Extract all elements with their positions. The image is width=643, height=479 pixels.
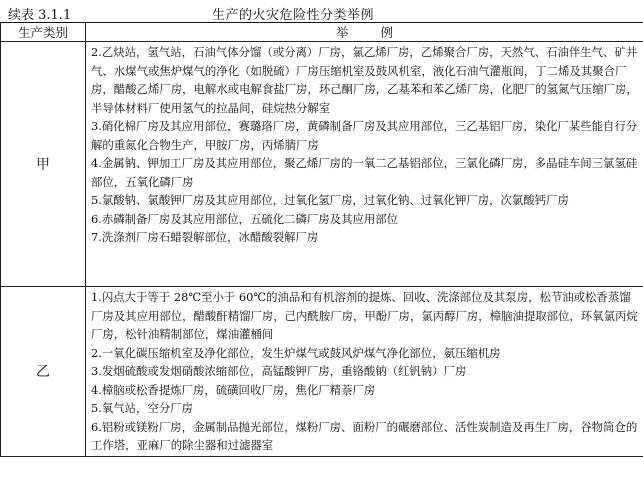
table-row xyxy=(1,42,643,287)
table-row xyxy=(1,287,643,457)
list-item: 5.氧气站，空分厂房 xyxy=(91,401,193,415)
table-title: 生产的火灾危险性分类举例 xyxy=(212,8,375,23)
header-examples: 举 例 xyxy=(86,23,643,42)
examples-cell xyxy=(86,287,643,457)
header-row xyxy=(1,23,643,42)
category-cell: 甲 xyxy=(1,42,86,287)
examples-cell xyxy=(86,42,643,287)
list-item: 3.硝化棉厂房及其应用部位，赛璐珞厂房，黄磷制备厂房及其应用部位，三乙基铝厂房，染化厂某些能自行分解的重氮化合物生产，甲胺厂房，丙烯腈厂房 xyxy=(91,119,638,152)
list-item: 4.樟脑或松香提炼厂房，硫磺回收厂房，焦化厂精萘厂房 xyxy=(91,382,376,397)
list-item: 2.一氧化碳压缩机室及净化部位，发生炉煤气或鼓风炉煤气净化部位，氨压缩机房 xyxy=(91,345,501,360)
list-item: 1.闪点大于等于 28℃至小于 60℃的油品和有机溶剂的提炼、回收、洗涤部位及其泵房，松节油或松香蒸馏厂房及其应用部位，醋酸酐精馏厂房，己内酰胺厂房，甲酚厂房，氯丙醇厂房，樟脑油提取部位，环氧氯丙烷厂房，松针油精制部位，煤油灌桶间 xyxy=(91,290,638,341)
list-item: 6.铝粉或镁粉厂房，金属制品抛光部位，煤粉厂房、面粉厂的碾磨部位、活性炭制造及再生厂房，谷物筒仓的工作塔，亚麻厂的除尘器和过滤器室 xyxy=(91,419,638,452)
header-category: 生产类别 xyxy=(1,23,86,42)
list-item: 4.金属钠、钾加工厂房及其应用部位，聚乙烯厂房的一氧二乙基铝部位，三氯化磷厂房，多晶硅车间三氯氢硅部位，五氧化磷厂房 xyxy=(91,156,638,189)
table-number: 续表 3.1.1 xyxy=(8,8,72,23)
list-item: 5.氯酸钠、氯酸钾厂房及其应用部位，过氧化氢厂房，过氧化钠、过氧化钾厂房，次氯酸钙厂房 xyxy=(91,193,569,207)
list-item: 6.赤磷制备厂房及其应用部位，五硫化二磷厂房及其应用部位 xyxy=(91,211,399,226)
category-cell: 乙 xyxy=(1,287,86,457)
table-caption xyxy=(0,2,643,22)
list-item: 7.洗涤剂厂房石蜡裂解部位，冰醋酸裂解厂房 xyxy=(91,230,319,244)
fire-hazard-table xyxy=(0,22,643,457)
list-item: 3.发烟硫酸或发烟硝酸浓缩部位，高锰酸钾厂房，重铬酸钠（红钒钠）厂房 xyxy=(91,364,467,378)
list-item: 2.乙炔站，氢气站，石油气体分馏（或分离）厂房，氯乙烯厂房，乙烯聚合厂房，天然气、石油伴生气、矿井气、水煤气或焦炉煤气的净化（如脱硫）厂房压缩机室及鼓风机室，液化石油气灌瓶间，丁二烯及其聚合厂房，醋酸乙烯厂房，电解水或电解食盐厂房，环己酮厂房，乙基苯和苯乙烯厂房，化肥厂的氢氮气压缩厂房，半导体材料厂使用氢气的拉晶间，硅烷热分解室 xyxy=(91,45,638,115)
